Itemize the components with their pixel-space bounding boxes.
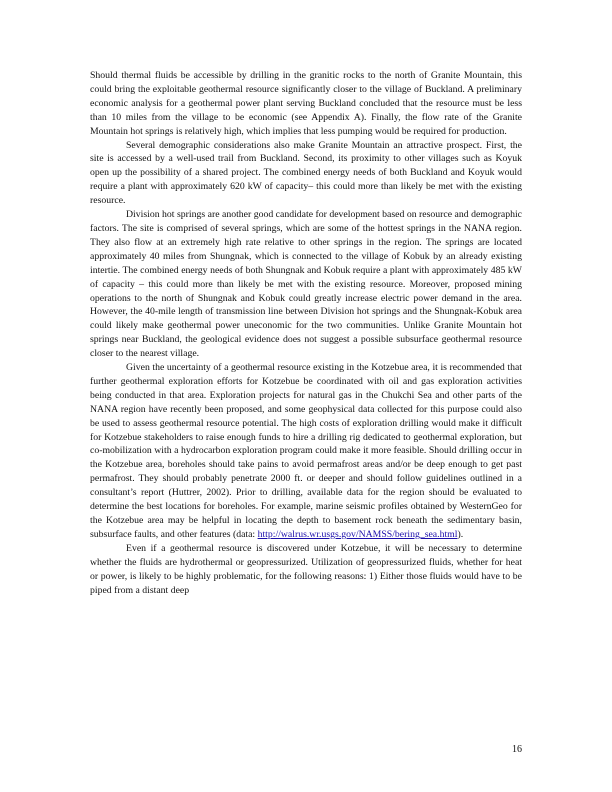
usgs-data-link[interactable]: http://walrus.wr.usgs.gov/NAMSS/bering_sea.html xyxy=(257,528,458,540)
paragraph-kotzebue-exploration xyxy=(90,361,522,542)
page-number: 16 xyxy=(512,744,522,755)
kotzebue-text: Given the uncertainty of a geothermal resource existing in the Kotzebue area, it is recommended that further geothermal exploration efforts for Kotzebue be coordinated with oil and gas exploration activities being conducted in that area. Exploration projects for natural gas in the Chukchi Sea and other parts of the NANA region have recently been proposed, and some geophysical data collected for this purpose could also be used to assess geothermal resource potential. The high costs of exploration drilling would make it difficult for Kotzebue stakeholders to raise enough funds to hire a drilling rig dedicated to geothermal exploration, but co-mobilization with a hydrocarbon exploration program could make it more feasible. Should drilling occur in the Kotzebue area, boreholes should take pains to avoid permafrost areas and/or be deep enough to get past permafrost. They should probably penetrate 2000 ft. or deeper and should follow guidelines outlined in a consultant’s report (Huttrer, 2002). Prior to drilling, available data for the region should be evaluated to determine the best locations for boreholes. For example, marine seismic profiles obtained by WesternGeo for the Kotzebue area may be helpful in locating the depth to basement rock beneath the sedimentary basin, subsurface faults, and other features (data: xyxy=(90,362,522,540)
paragraph-granite-mountain-access: Should thermal fluids be accessible by drilling in the granitic rocks to the north of Granite Mountain, this could bring the exploitable geothermal resource significantly closer to the village of Buckland. A preliminary economic analysis for a geothermal power plant serving Buckland concluded that the resource must be less than 10 miles from the village to be economic (see Appendix A). Finally, the flow rate of the Granite Mountain hot springs is relatively high, which implies that less pumping would be required for production. xyxy=(90,70,522,137)
body-text xyxy=(90,69,522,597)
paragraph-geopressurized-fluids: Even if a geothermal resource is discovered under Kotzebue, it will be necessary to determine whether the fluids are hydrothermal or geopressurized. Utilization of geopressurized fluids, whether for heat or power, is likely to be highly problematic, for the following reasons: 1) Either those fluids would have to be piped from a distant deep xyxy=(90,542,522,596)
paragraph-demographic-considerations: Several demographic considerations also make Granite Mountain an attractive prospect. First, the site is accessed by a well-used trail from Buckland. Second, its proximity to other villages such as Koyuk open up the possibility of a shared project. The combined energy needs of both Buckland and Koyuk would require a plant with approximately 620 kW of capacity– this could more than likely be met with the existing resource. xyxy=(90,139,522,207)
paragraph-division-hot-springs: Division hot springs are another good candidate for development based on resource and demographic factors. The site is comprised of several springs, which are some of the hottest springs in the NANA region. They also flow at an extremely high rate relative to other springs in the region. The springs are located approximately 40 miles from Shungnak, which is connected to the village of Kobuk by an already existing intertie. The combined energy needs of both Shungnak and Kobuk require a plant with approximately 485 kW of capacity – this could more than likely be met with the existing resource. Moreover, proposed mining operations to the north of Shungnak and Kobuk could greatly increase electric power demand in the area. However, the 40-mile length of transmission line between Division hot springs and the Shungnak-Kobuk area could likely make geothermal power uneconomic for the two communities. Unlike Granite Mountain hot springs near Buckland, the geological evidence does not suggest a possible subsurface geothermal resource closer to the nearest village. xyxy=(90,209,522,360)
kotzebue-text-end: ). xyxy=(457,528,464,540)
